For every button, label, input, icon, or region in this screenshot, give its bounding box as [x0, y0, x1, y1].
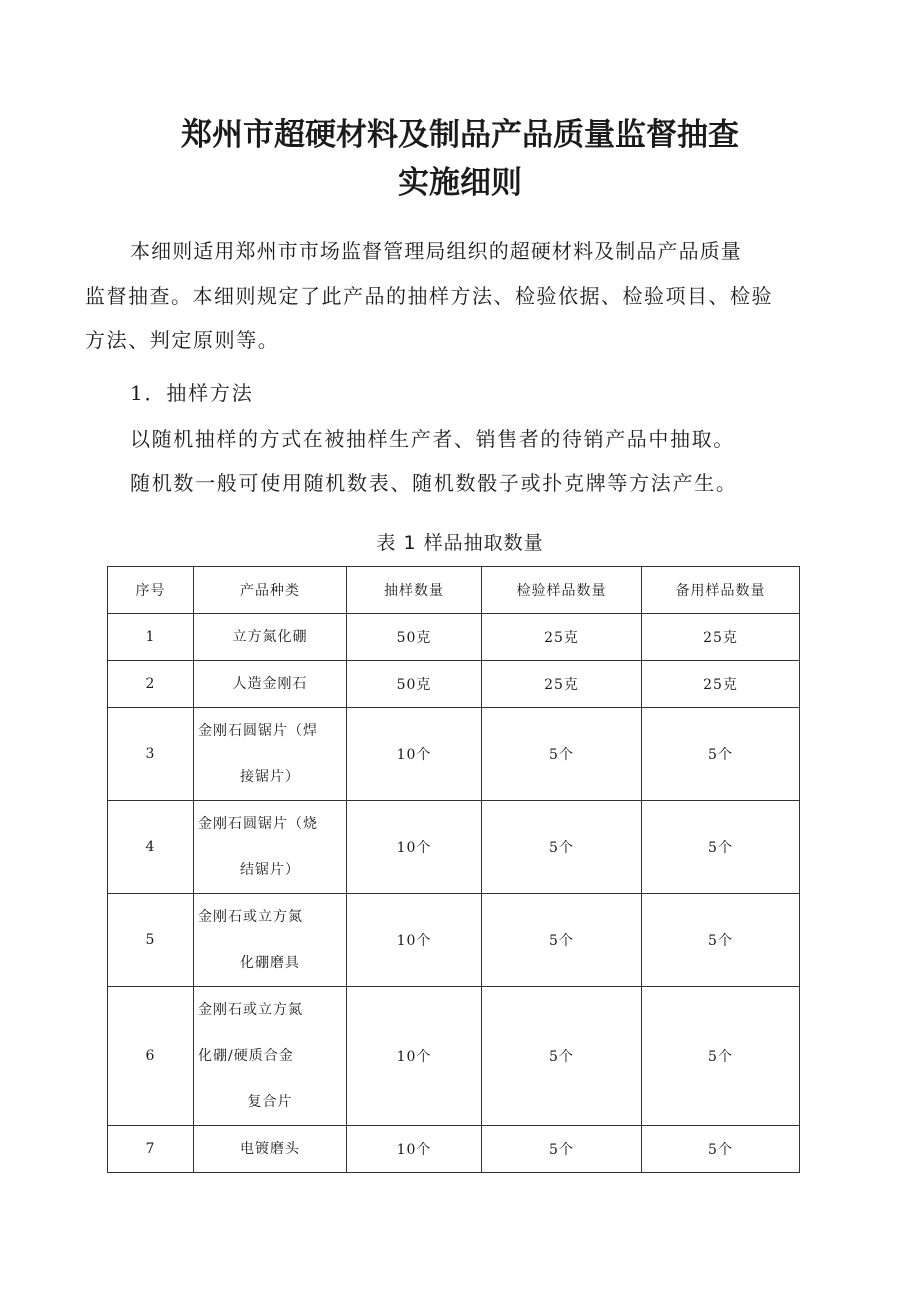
cell-backup-quantity: 25克	[642, 661, 800, 708]
header-backup-sample-quantity: 备用样品数量	[642, 567, 800, 614]
document-title-line-2: 实施细则	[398, 165, 522, 201]
cell-product-type-line: 电镀磨头	[240, 1141, 300, 1157]
header-test-sample-quantity: 检验样品数量	[482, 567, 642, 614]
sampling-method-line-1: 以随机抽样的方式在被抽样生产者、销售者的待销产品中抽取。	[130, 427, 735, 451]
sample-quantity-table	[107, 566, 800, 1173]
cell-product-type-line: 金刚石圆锯片（焊	[198, 723, 318, 739]
cell-sample-quantity: 10个	[347, 801, 482, 894]
cell-backup-quantity: 5个	[642, 708, 800, 801]
cell-backup-quantity: 5个	[642, 894, 800, 987]
cell-product-type	[194, 1126, 347, 1173]
cell-no: 4	[108, 801, 194, 894]
cell-backup-quantity: 25克	[642, 614, 800, 661]
cell-product-type	[194, 708, 347, 801]
cell-sample-quantity: 10个	[347, 987, 482, 1126]
cell-sample-quantity: 10个	[347, 708, 482, 801]
cell-backup-quantity: 5个	[642, 1126, 800, 1173]
cell-no: 7	[108, 1126, 194, 1173]
cell-product-type-line: 化硼/硬质合金	[198, 1048, 294, 1064]
cell-no: 2	[108, 661, 194, 708]
cell-product-type-line: 结锯片）	[240, 862, 300, 878]
table-row	[108, 1126, 800, 1173]
cell-sample-quantity: 10个	[347, 1126, 482, 1173]
cell-test-quantity: 5个	[482, 987, 642, 1126]
cell-product-type-line: 化硼磨具	[240, 955, 300, 971]
cell-product-type	[194, 661, 347, 708]
cell-product-type-line: 立方氮化硼	[232, 629, 308, 645]
cell-product-type	[194, 614, 347, 661]
table-row	[108, 661, 800, 708]
cell-test-quantity: 5个	[482, 708, 642, 801]
cell-product-type-line: 复合片	[247, 1094, 293, 1110]
cell-product-type-line: 金刚石圆锯片（烧	[198, 816, 318, 832]
cell-no: 5	[108, 894, 194, 987]
cell-product-type	[194, 987, 347, 1126]
cell-product-type-line: 人造金刚石	[232, 676, 308, 692]
header-product-type: 产品种类	[194, 567, 347, 614]
table-row	[108, 894, 800, 987]
cell-product-type-line: 金刚石或立方氮	[198, 909, 303, 925]
cell-test-quantity: 5个	[482, 1126, 642, 1173]
cell-product-type-line: 接锯片）	[240, 769, 300, 785]
cell-product-type	[194, 801, 347, 894]
intro-paragraph-line-3: 方法、判定原则等。	[85, 328, 280, 352]
table-row	[108, 708, 800, 801]
cell-test-quantity: 25克	[482, 614, 642, 661]
table-row	[108, 987, 800, 1126]
intro-paragraph-line-1: 本细则适用郑州市市场监督管理局组织的超硬材料及制品产品质量	[130, 239, 742, 263]
table-caption: 表 1 样品抽取数量	[376, 532, 544, 554]
cell-backup-quantity: 5个	[642, 987, 800, 1126]
cell-sample-quantity: 50克	[347, 661, 482, 708]
cell-test-quantity: 25克	[482, 661, 642, 708]
table-header-row	[108, 567, 800, 614]
table-row	[108, 614, 800, 661]
cell-backup-quantity: 5个	[642, 801, 800, 894]
cell-no: 6	[108, 987, 194, 1126]
cell-no: 3	[108, 708, 194, 801]
cell-no: 1	[108, 614, 194, 661]
header-sample-quantity: 抽样数量	[347, 567, 482, 614]
section-heading-sampling-method: 1．抽样方法	[130, 381, 254, 405]
sampling-method-line-2: 随机数一般可使用随机数表、随机数骰子或扑克牌等方法产生。	[130, 471, 738, 495]
document-title-line-1: 郑州市超硬材料及制品产品质量监督抽查	[181, 117, 739, 153]
cell-sample-quantity: 50克	[347, 614, 482, 661]
cell-test-quantity: 5个	[482, 894, 642, 987]
cell-product-type-line: 金刚石或立方氮	[198, 1002, 303, 1018]
intro-paragraph-line-2: 监督抽查。本细则规定了此产品的抽样方法、检验依据、检验项目、检验	[85, 284, 773, 308]
table-row	[108, 801, 800, 894]
cell-test-quantity: 5个	[482, 801, 642, 894]
cell-sample-quantity: 10个	[347, 894, 482, 987]
header-no: 序号	[108, 567, 194, 614]
cell-product-type	[194, 894, 347, 987]
